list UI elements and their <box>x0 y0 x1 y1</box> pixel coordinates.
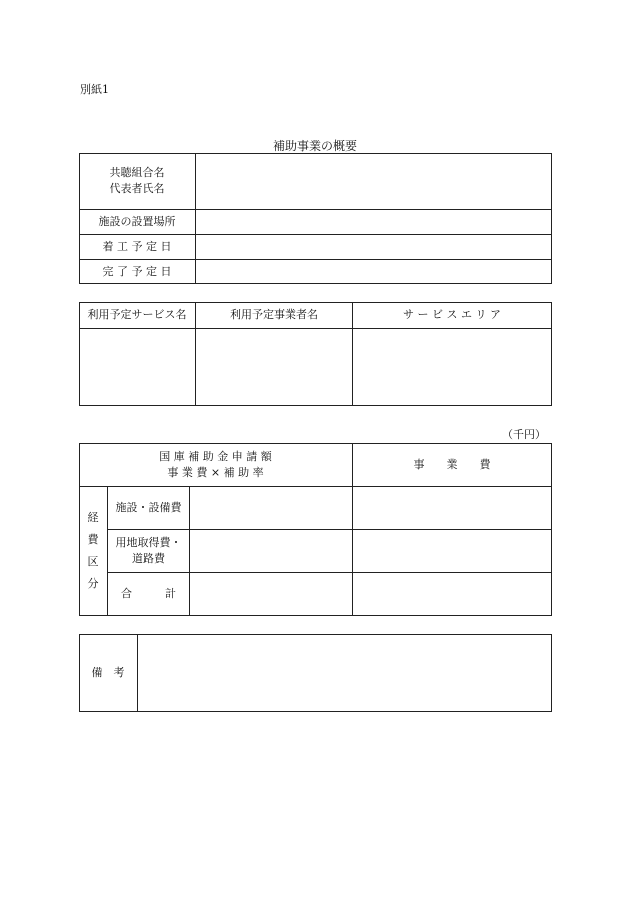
label-expense-category-char4: 分 <box>87 577 99 590</box>
label-remarks: 備 考 <box>91 666 125 680</box>
label-total <box>108 572 189 615</box>
field-facility-cost[interactable] <box>353 486 551 529</box>
field-union-name-representative[interactable] <box>196 153 551 209</box>
header-project-cost: 事 業 費 <box>413 457 491 471</box>
label-total-text: 合 計 <box>121 586 176 600</box>
label-expense-category-char3: 区 <box>87 555 99 568</box>
label-facility-line1: 施設・設備費 <box>115 500 182 514</box>
label-expense-category-char2: 費 <box>87 533 99 546</box>
page-title: 補助事業の概要 <box>272 139 357 153</box>
label-completion-date: 完 了 予 定 日 <box>102 264 172 278</box>
field-total-cost[interactable] <box>353 572 551 615</box>
label-land-line2: 道路費 <box>132 551 165 565</box>
header-subsidy-amount <box>79 443 352 486</box>
field-installation-location[interactable] <box>196 209 551 234</box>
label-union-name-representative <box>79 153 195 209</box>
label-expense-category-char1: 経 <box>87 511 99 524</box>
field-completion-date[interactable] <box>196 259 551 284</box>
label-expense-category <box>79 486 107 616</box>
unit-label: （千円） <box>502 428 546 441</box>
label-construction-start-date: 着 工 予 定 日 <box>102 239 172 253</box>
header-service-name: 利用予定サービス名 <box>87 308 187 322</box>
label-installation-location: 施設の設置場所 <box>98 214 176 228</box>
label-land-road-cost <box>108 529 189 572</box>
header-provider-name: 利用予定事業者名 <box>230 308 318 322</box>
field-remarks[interactable] <box>138 634 551 712</box>
field-construction-start-date[interactable] <box>196 234 551 259</box>
label-representative-name: 代表者氏名 <box>109 182 165 195</box>
header-service-area: サ ー ビ ス エ リ ア <box>403 308 501 322</box>
header-subsidy-line2: 事 業 費 × 補 助 率 <box>167 465 264 479</box>
label-union-name: 共聴組合名 <box>109 166 165 180</box>
label-land-line1: 用地取得費・ <box>115 535 182 549</box>
field-service-name[interactable] <box>79 329 195 405</box>
field-total-subsidy[interactable] <box>190 572 352 615</box>
label-facility-equipment-cost <box>108 486 189 529</box>
field-service-area[interactable] <box>353 329 551 405</box>
field-facility-subsidy[interactable] <box>190 486 352 529</box>
field-land-cost[interactable] <box>353 529 551 572</box>
field-provider-name[interactable] <box>196 329 352 405</box>
header-subsidy-line1: 国 庫 補 助 金 申 請 額 <box>159 449 272 463</box>
attachment-label: 別紙1 <box>80 83 109 96</box>
field-land-subsidy[interactable] <box>190 529 352 572</box>
